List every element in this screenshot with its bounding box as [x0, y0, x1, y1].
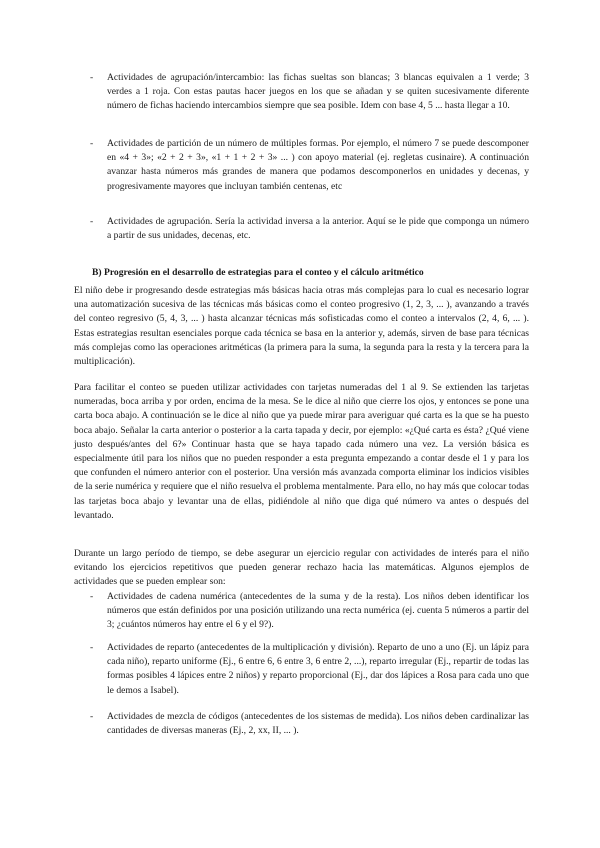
bullet-dash: -: [90, 72, 94, 83]
bullet-dash: -: [90, 591, 94, 602]
bullet-dash: -: [90, 711, 94, 722]
bullet-dash: -: [90, 138, 94, 149]
list-item-text: Actividades de agrupación. Sería la actividad inversa a la anterior. Aquí se le pide que componga un número a partir de sus unidades, decenas, etc.: [107, 216, 529, 242]
bullet-dash: -: [90, 642, 94, 653]
bullet-dash: -: [90, 216, 94, 227]
section-heading: B) Progresión en el desarrollo de estrategias para el conteo y el cálculo aritmético: [92, 267, 424, 278]
list-item-text: Actividades de cadena numérica (antecedentes de la suma y de la resta). Los niños deben identificar los números que están definidos por una posición utilizando una recta numérica (ej. cuenta 5 números a partir del 3; ¿cuántos números hay entre el 6 y el 9?).: [107, 591, 529, 631]
list-item-text: Actividades de agrupación/intercambio: las fichas sueltas son blancas; 3 blancas equivalen a 1 verde; 3 verdes a 1 roja. Con estas pautas hacer juegos en los que se añadan y se quiten sucesivamente diferente número de fichas haciendo intercambios siempre que sea posible. Idem con base 4, 5 ... hasta llegar a 10.: [107, 72, 529, 112]
list-item-text: Actividades de partición de un número de múltiples formas. Por ejemplo, el número 7 se puede descomponer en «4 + 3»; «2 + 2 + 3», «1 + 1 + 2 + 3» ... ) con apoyo material (ej. regletas cusinaire). A continuación avanzar hasta números más grandes de manera que podamos descomponerlos en unidades y decenas, y progresivamente mayores que incluyan también centenas, etc: [107, 138, 529, 192]
list-item-text: Actividades de reparto (antecedentes de la multiplicación y división). Reparto de uno a uno (Ej. un lápiz para cada niño), reparto uniforme (Ej., 6 entre 6, 6 entre 3, 6 entre 2, ...), reparto irregular (Ej., repartir de todas las formas posibles 4 lápices entre 2 niños) y reparto proporcional (Ej., dar dos lápices a Rosa para cada uno que le demos a Isabel).: [107, 642, 529, 696]
list-item-text: Actividades de mezcla de códigos (antecedentes de los sistemas de medida). Los niños deben cardinalizar las cantidades de diversas maneras (Ej., 2, xx, II, ... ).: [107, 711, 529, 737]
paragraph: El niño debe ir progresando desde estrategias más básicas hacia otras más complejas para lo cual es necesario lograr una automatización sucesiva de las técnicas más básicas como el conteo progresivo (1, 2, 3, ... ), avanzando a través del conteo regresivo (5, 4, 3, ... ) hasta alcanzar técnicas más sofisticadas como el conteo a intervalos (2, 4, 6, ... ). Estas estrategias resultan esenciales porque cada técnica se basa en la anterior y, además, sirven de base para técnicas más complejas como las operaciones aritméticas (la primera para la suma, la segunda para la resta y la tercera para la multiplicación).: [74, 285, 529, 368]
paragraph: Durante un largo período de tiempo, se debe asegurar un ejercicio regular con actividades de interés para el niño evitando los ejercicios repetitivos que pueden generar rechazo hacia las matemáticas. Algunos ejemplos de actividades que se pueden emplear son:: [74, 548, 529, 588]
paragraph: Para facilitar el conteo se pueden utilizar actividades con tarjetas numeradas del 1 al 9. Se extienden las tarjetas numeradas, boca arriba y por orden, encima de la mesa. Se le dice al niño que cierre los ojos, y entonces se pone una carta boca abajo. A continuación se le dice al niño que ya puede mirar para averiguar qué carta es la que se ha puesto boca abajo. Señalar la carta anterior o posterior a la carta tapada y decir, por ejemplo: «¿Qué carta es ésta? ¿Qué viene justo después/antes del 6?» Continuar hasta que se haya tapado cada número una vez. La versión básica es especialmente útil para los niños que no pueden responder a esta pregunta empezando a contar desde el 1 y para los que confunden el número anterior con el posterior. Una versión más avanzada comporta eliminar los indicios visibles de la serie numérica y requiere que el niño resuelva el problema mentalmente. Para ello, no hay más que colocar todas las tarjetas boca abajo y levantar una de ellas, pidiéndole al niño que diga qué número va antes o después del levantado.: [74, 382, 529, 521]
